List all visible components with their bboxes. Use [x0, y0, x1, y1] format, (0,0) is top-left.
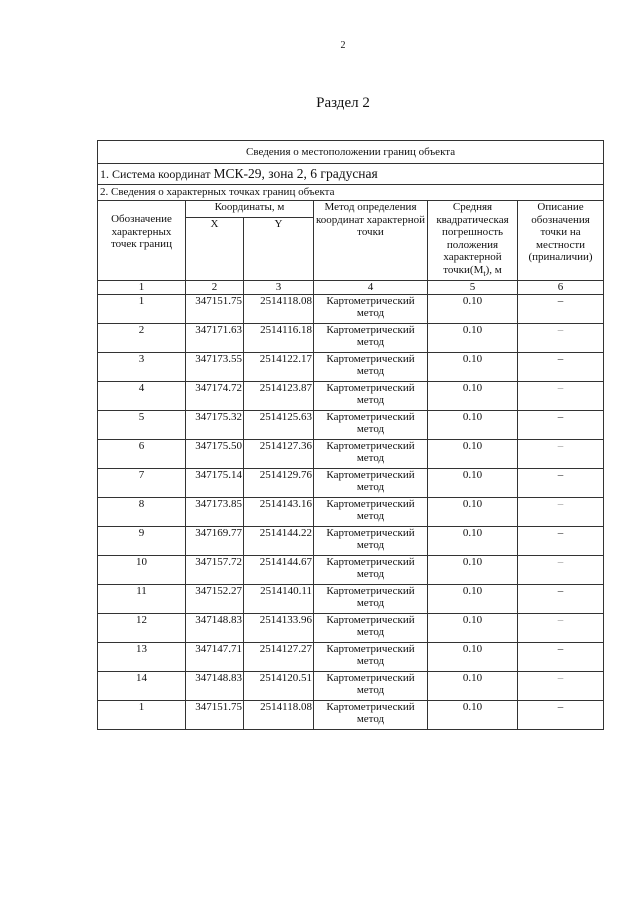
- table-row: [98, 410, 604, 439]
- section-title: Раздел 2: [316, 95, 370, 111]
- point-id: 5: [98, 410, 186, 439]
- coordinate-system-prefix: 1. Система координат: [100, 166, 214, 181]
- col-number: 5: [428, 281, 518, 295]
- description-cell: –: [518, 410, 604, 439]
- description-cell: –: [518, 555, 604, 584]
- point-id: 6: [98, 439, 186, 468]
- coord-y: 2514140.11: [244, 584, 314, 613]
- column-numbers-row: [98, 281, 604, 295]
- coord-x: 347148.83: [186, 671, 244, 700]
- error-cell: 0.10: [428, 468, 518, 497]
- header-y: Y: [244, 218, 314, 281]
- coordinate-system-name: МСК-29, зона 2, 6 градусная: [213, 165, 378, 181]
- description-cell: –: [518, 323, 604, 352]
- point-id: 12: [98, 613, 186, 642]
- error-cell: 0.10: [428, 584, 518, 613]
- description-cell: –: [518, 700, 604, 729]
- coord-y: 2514118.08: [244, 700, 314, 729]
- method-cell: Картометрический метод: [314, 671, 428, 700]
- coord-y: 2514144.22: [244, 526, 314, 555]
- table-row: [98, 468, 604, 497]
- coord-x: 347169.77: [186, 526, 244, 555]
- coord-x: 347175.14: [186, 468, 244, 497]
- description-cell: –: [518, 352, 604, 381]
- table-row: [98, 381, 604, 410]
- coord-y: 2514144.67: [244, 555, 314, 584]
- description-cell: –: [518, 613, 604, 642]
- table-row: [98, 671, 604, 700]
- table-row: [98, 352, 604, 381]
- col-number: 4: [314, 281, 428, 295]
- table-row: [98, 294, 604, 323]
- coord-x: 347175.32: [186, 410, 244, 439]
- table-row: [98, 613, 604, 642]
- coord-x: 347151.75: [186, 294, 244, 323]
- coord-x: 347173.55: [186, 352, 244, 381]
- header-method: Метод определения координат характерной точки: [314, 201, 428, 281]
- coord-x: 347174.72: [186, 381, 244, 410]
- description-cell: –: [518, 381, 604, 410]
- error-cell: 0.10: [428, 700, 518, 729]
- point-id: 8: [98, 497, 186, 526]
- coord-x: 347147.71: [186, 642, 244, 671]
- method-cell: Картометрический метод: [314, 555, 428, 584]
- point-id: 4: [98, 381, 186, 410]
- error-cell: 0.10: [428, 294, 518, 323]
- col-number: 3: [244, 281, 314, 295]
- point-id: 9: [98, 526, 186, 555]
- error-cell: 0.10: [428, 497, 518, 526]
- method-cell: Картометрический метод: [314, 381, 428, 410]
- error-cell: 0.10: [428, 352, 518, 381]
- error-cell: 0.10: [428, 439, 518, 468]
- method-cell: Картометрический метод: [314, 613, 428, 642]
- coord-y: 2514118.08: [244, 294, 314, 323]
- coord-y: 2514129.76: [244, 468, 314, 497]
- table-row: [98, 555, 604, 584]
- point-id: 1: [98, 700, 186, 729]
- error-cell: 0.10: [428, 323, 518, 352]
- error-cell: 0.10: [428, 642, 518, 671]
- header-error-main: Средняя квадратическая погрешность положения характерной точки(M: [436, 201, 509, 276]
- table-row: [98, 323, 604, 352]
- coord-y: 2514120.51: [244, 671, 314, 700]
- method-cell: Картометрический метод: [314, 323, 428, 352]
- coord-x: 347171.63: [186, 323, 244, 352]
- coord-y: 2514143.16: [244, 497, 314, 526]
- description-cell: –: [518, 468, 604, 497]
- description-cell: –: [518, 497, 604, 526]
- error-cell: 0.10: [428, 671, 518, 700]
- point-id: 2: [98, 323, 186, 352]
- description-cell: –: [518, 294, 604, 323]
- header-coordinates: Координаты, м: [186, 201, 314, 218]
- header-error: [428, 201, 518, 281]
- col-number: 6: [518, 281, 604, 295]
- coord-x: 347157.72: [186, 555, 244, 584]
- table-row: [98, 700, 604, 729]
- header-error-tail: ), м: [485, 263, 502, 276]
- coord-y: 2514133.96: [244, 613, 314, 642]
- boundary-points-table: [97, 140, 604, 730]
- coord-y: 2514127.27: [244, 642, 314, 671]
- coord-y: 2514116.18: [244, 323, 314, 352]
- method-cell: Картометрический метод: [314, 468, 428, 497]
- description-cell: –: [518, 642, 604, 671]
- method-cell: Картометрический метод: [314, 584, 428, 613]
- point-id: 1: [98, 294, 186, 323]
- coord-y: 2514122.17: [244, 352, 314, 381]
- header-designation: Обозначение характерных точек границ: [98, 201, 186, 281]
- header-error-sub: t: [483, 268, 486, 278]
- point-id: 11: [98, 584, 186, 613]
- page-number: 2: [340, 40, 346, 51]
- coord-y: 2514127.36: [244, 439, 314, 468]
- coord-x: 347152.27: [186, 584, 244, 613]
- method-cell: Картометрический метод: [314, 526, 428, 555]
- table-row: [98, 526, 604, 555]
- coord-y: 2514123.87: [244, 381, 314, 410]
- header-x: X: [186, 218, 244, 281]
- error-cell: 0.10: [428, 555, 518, 584]
- description-cell: –: [518, 671, 604, 700]
- col-number: 2: [186, 281, 244, 295]
- coordinate-system: [98, 164, 604, 185]
- method-cell: Картометрический метод: [314, 439, 428, 468]
- error-cell: 0.10: [428, 613, 518, 642]
- coord-x: 347148.83: [186, 613, 244, 642]
- table-row: [98, 439, 604, 468]
- coord-y: 2514125.63: [244, 410, 314, 439]
- description-cell: –: [518, 439, 604, 468]
- point-id: 3: [98, 352, 186, 381]
- description-cell: –: [518, 526, 604, 555]
- table-row: [98, 584, 604, 613]
- method-cell: Картометрический метод: [314, 497, 428, 526]
- coord-x: 347173.85: [186, 497, 244, 526]
- method-cell: Картометрический метод: [314, 410, 428, 439]
- method-cell: Картометрический метод: [314, 642, 428, 671]
- table-row: [98, 642, 604, 671]
- header-description: Описание обозначения точки на местности (приналичии): [518, 201, 604, 281]
- point-id: 7: [98, 468, 186, 497]
- method-cell: Картометрический метод: [314, 294, 428, 323]
- coord-x: 347175.50: [186, 439, 244, 468]
- point-id: 13: [98, 642, 186, 671]
- table-title: Сведения о местоположении границ объекта: [98, 141, 604, 164]
- method-cell: Картометрический метод: [314, 352, 428, 381]
- coord-x: 347151.75: [186, 700, 244, 729]
- points-section-title: 2. Сведения о характерных точках границ объекта: [98, 185, 604, 201]
- description-cell: –: [518, 584, 604, 613]
- error-cell: 0.10: [428, 526, 518, 555]
- table-row: [98, 497, 604, 526]
- error-cell: 0.10: [428, 381, 518, 410]
- point-id: 10: [98, 555, 186, 584]
- error-cell: 0.10: [428, 410, 518, 439]
- method-cell: Картометрический метод: [314, 700, 428, 729]
- col-number: 1: [98, 281, 186, 295]
- point-id: 14: [98, 671, 186, 700]
